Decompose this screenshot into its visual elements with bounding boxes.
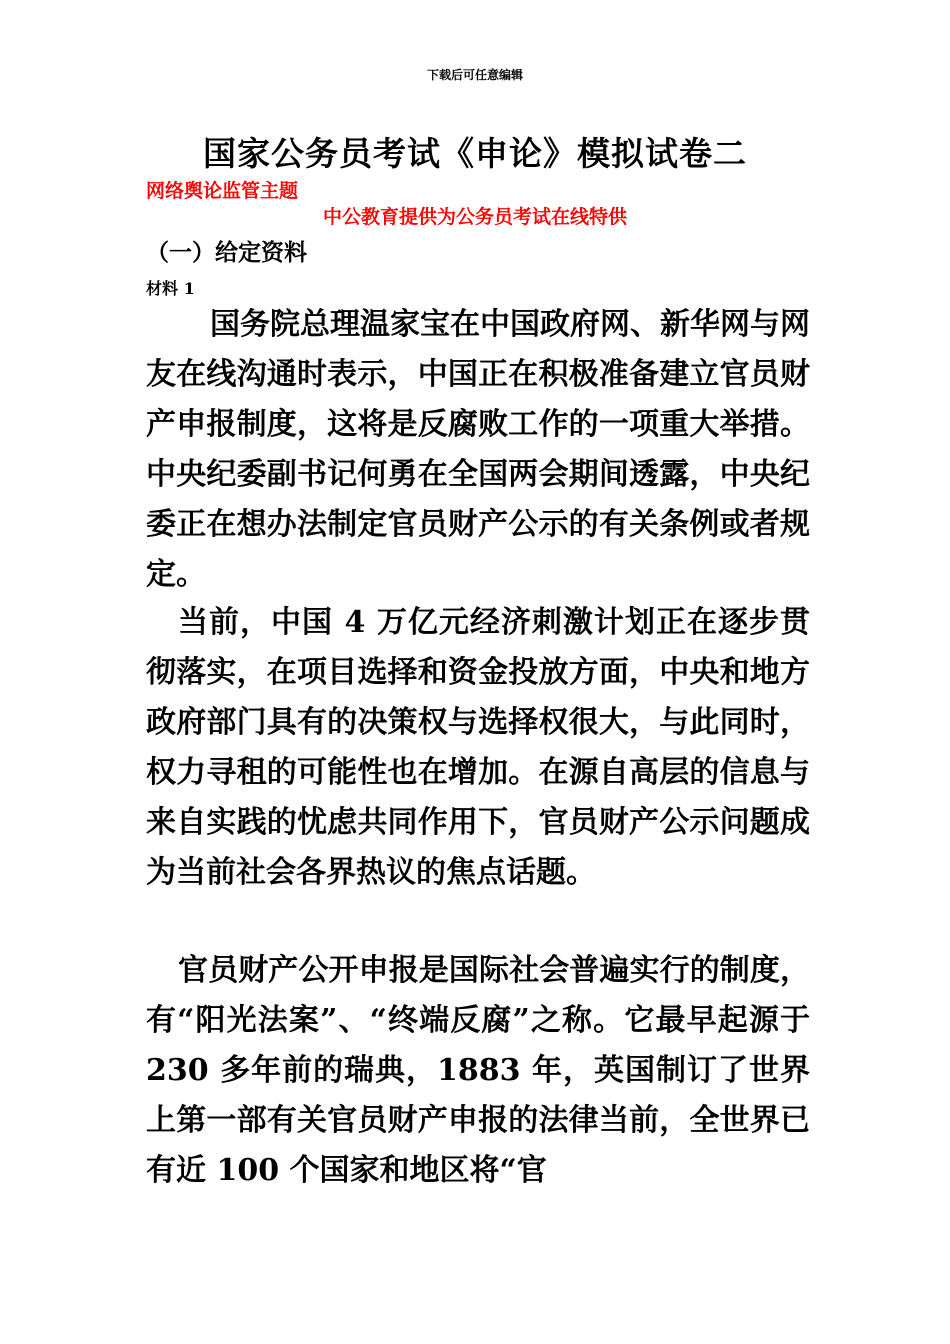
paragraph-1: 国务院总理温家宝在中国政府网、新华网与网友在线沟通时表示，中国正在积极准备建立官员财产申报制度，这将是反腐败工作的一项重大举措。中央纪委副书记何勇在全国两会期间透露，中央纪委正在想办法制定官员财产公示的有关条例或者规定。 xyxy=(146,307,810,592)
provider-line: 中公教育提供为公务员考试在线特供 xyxy=(322,206,627,228)
header-note: 下载后可任意编辑 xyxy=(426,68,523,82)
material-label: 材料 1 xyxy=(146,279,195,298)
document-title: 国家公务员考试《申论》模拟试卷二 xyxy=(203,134,747,173)
paragraph-2: 当前，中国 4 万亿元经济刺激计划正在逐步贯彻落实，在项目选择和资金投放方面，中央和地方政府部门具有的决策权与选择权很大，与此同时，权力寻租的可能性也在增加。在源自高层的信息与来自实践的忧虑共同作用下，官员财产公示问题成为当前社会各界热议的焦点话题。 xyxy=(146,605,810,890)
paragraph-3: 官员财产公开申报是国际社会普遍实行的制度，有“阳光法案”、“终端反腐”之称。它最早起源于 230 多年前的瑞典，1883 年，英国制订了世界上第一部有关官员财产申报的法律当前，全世界已有近 100 个国家和地区将“官 xyxy=(146,953,810,1188)
section-heading: （一）给定资料 xyxy=(146,239,307,266)
topic-subtitle: 网络舆论监管主题 xyxy=(146,180,299,202)
